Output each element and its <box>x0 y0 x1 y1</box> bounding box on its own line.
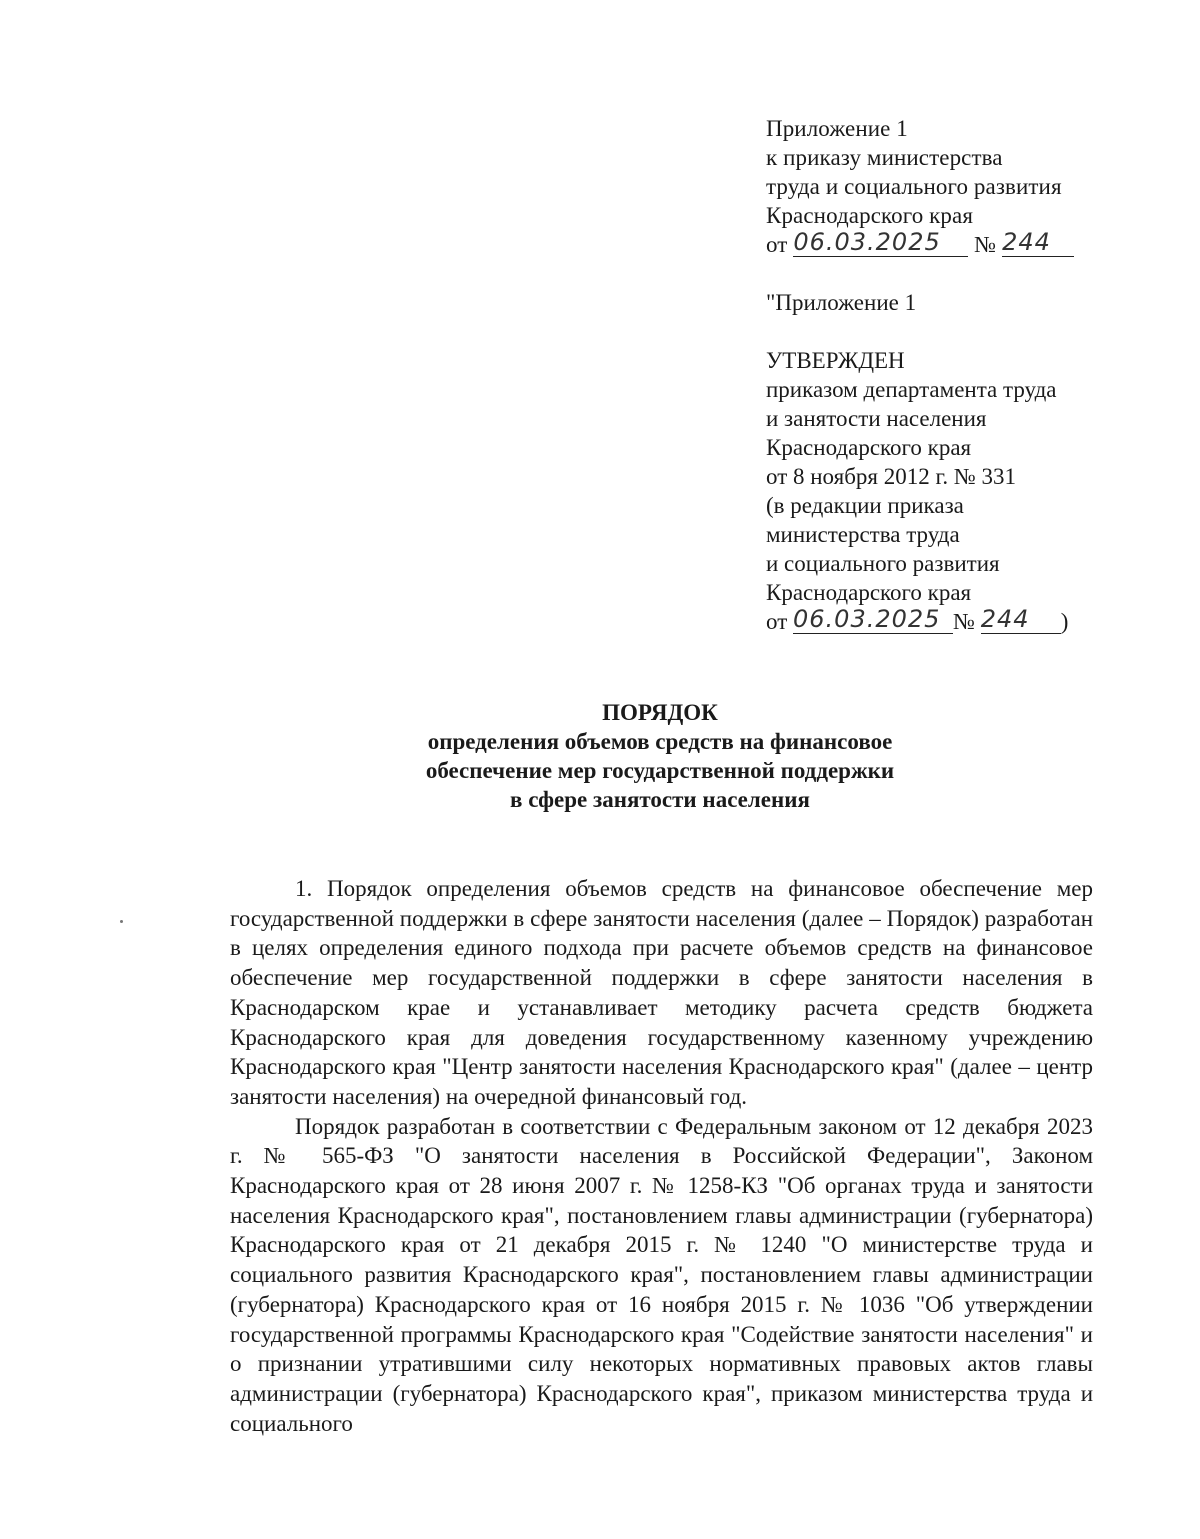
number-sign: № <box>974 232 997 257</box>
approved-close-paren: ) <box>1060 609 1069 634</box>
approved-line-1: приказом департамента труда <box>766 377 1057 402</box>
title-subline-3: в сфере занятости населения <box>510 787 810 812</box>
number-signature-field <box>1002 230 1074 257</box>
approved-line-6: министерства труда <box>766 522 960 547</box>
title-heading: ПОРЯДОК <box>602 700 718 725</box>
approved-number-signature-field <box>981 607 1061 634</box>
handwritten-number: 244 <box>1002 228 1051 256</box>
attachment-date-line <box>766 230 1106 259</box>
attachment-line-4: Краснодарского края <box>766 203 974 228</box>
from-prefix: от <box>766 232 788 257</box>
approved-handwritten-number: 244 <box>980 605 1030 633</box>
date-signature-field <box>793 230 968 257</box>
approved-line-3: Краснодарского края <box>766 435 972 460</box>
approval-stamp-block <box>766 288 1106 636</box>
approved-line-4: от 8 ноября 2012 г. № 331 <box>766 464 1017 489</box>
attachment-header <box>766 114 1106 259</box>
body-paragraph-2: Порядок разработан в соответствии с Федеральным законом от 12 декабря 2023 г. № 565-ФЗ "О занятости населения в Российской Федерации", Законом Краснодарского края от 28 июня 2007 г. № 1258-КЗ "Об органах труда и занятости населения Краснодарского края", постановлением главы администрации (губернатора) Краснодарского края от 21 декабря 2015 г. № 1240 "О министерстве труда и социального развития Краснодарского края", постановлением главы администрации (губернатора) Краснодарского края от 16 ноября 2015 г. № 1036 "Об утверждении государственной программы Краснодарского края "Содействие занятости населения" и о признании утратившими силу некоторых нормативных правовых актов главы администрации (губернатора) Краснодарского края", приказом министерства труда и социального <box>230 1113 1093 1436</box>
approved-line-8: Краснодарского края <box>766 580 972 605</box>
attachment-line-3: труда и социального развития <box>766 174 1062 199</box>
approved-date-signature-field <box>793 607 953 634</box>
approved-date-line <box>766 607 1106 636</box>
scan-speck <box>120 920 123 923</box>
attachment-line-2: к приказу министерства <box>766 145 1003 170</box>
title-subline-2: обеспечение мер государственной поддержки <box>425 758 895 783</box>
attachment-line-1: Приложение 1 <box>766 116 908 141</box>
approved-line-2: и занятости населения <box>766 406 987 431</box>
title-subline-1: определения объемов средств на финансовое <box>427 729 893 754</box>
appendix-quote: "Приложение 1 <box>766 290 917 315</box>
approved-from-prefix: от <box>766 609 788 634</box>
approved-line-5: (в редакции приказа <box>766 493 964 518</box>
approved-handwritten-date: 06.03.2025 <box>793 605 941 633</box>
approved-line-7: и социального развития <box>766 551 1000 576</box>
handwritten-date: 06.03.2025 <box>793 228 941 256</box>
document-body <box>230 874 1093 1438</box>
approved-number-sign: № <box>953 609 975 634</box>
body-paragraph-1: 1. Порядок определения объемов средств на финансовое обеспечение мер государственной поддержки в сфере занятости населения (далее – Порядок) разработан в целях определения единого подхода при расчете объемов средств на финансовое обеспечение мер государственной поддержки в сфере занятости населения в Краснодарском крае и устанавливает методику расчета средств бюджета Краснодарского края для доведения государственному казенному учреждению Краснодарского края "Центр занятости населения Краснодарского края" (далее – центр занятости населения) на очередной финансовый год. <box>230 876 1093 1109</box>
approved-title: УТВЕРЖДЕН <box>766 348 905 373</box>
document-title <box>300 698 1020 814</box>
